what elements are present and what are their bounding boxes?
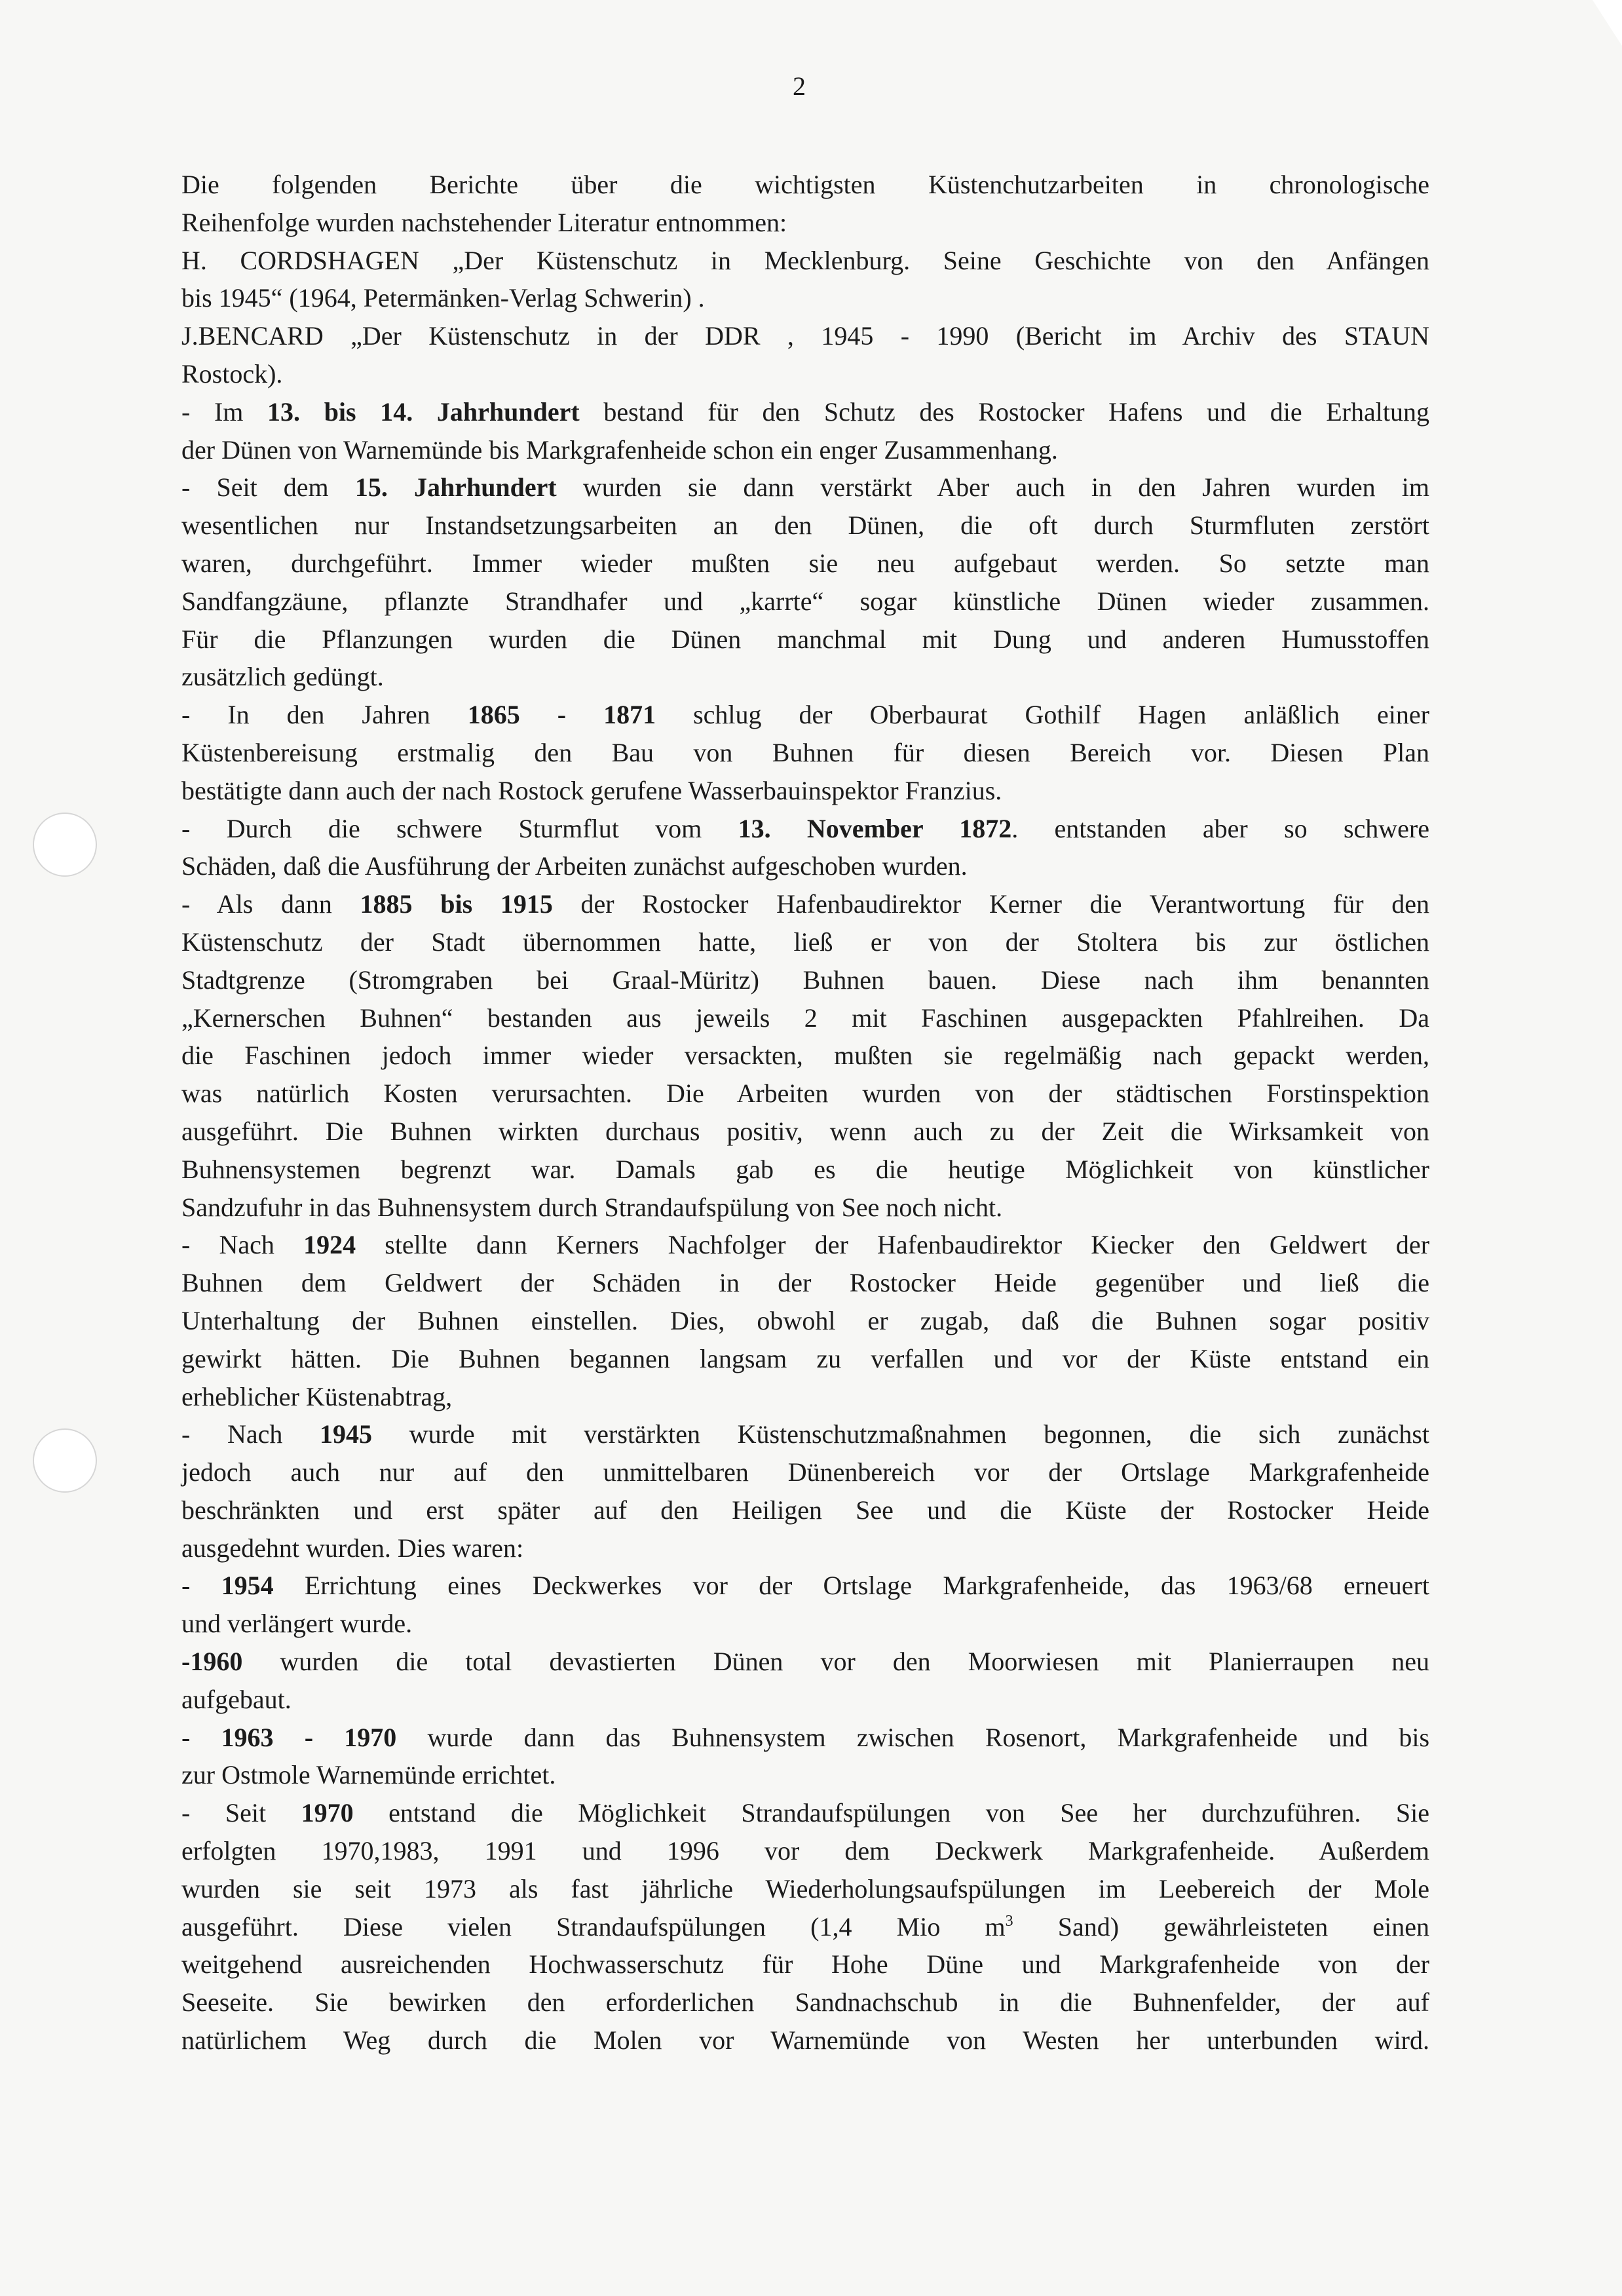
bold-text: -1960 bbox=[181, 1647, 243, 1677]
punch-hole-upper bbox=[33, 813, 97, 877]
text-line: wurden sie seit 1973 als fast jährliche Wiederholungsaufspülungen im Leebereich der Mole bbox=[181, 1873, 1429, 1904]
punch-hole-lower bbox=[33, 1428, 97, 1493]
text-line: aufgebaut. bbox=[181, 1684, 292, 1714]
text-segment: wurden die total devastierten Dünen vor den Moorwiesen mit Planierraupen neu bbox=[242, 1647, 1429, 1677]
document-body bbox=[181, 166, 1429, 2059]
text-line: was natürlich Kosten verursachten. Die Arbeiten wurden von der städtischen Forstinspektion bbox=[181, 1079, 1429, 1109]
bold-text: 1924 bbox=[303, 1230, 356, 1260]
text-line: Stadtgrenze (Stromgraben bei Graal-Müritz) Buhnen bauen. Diese nach ihm benannten bbox=[181, 965, 1429, 995]
text-line: „Kernerschen Buhnen“ bestanden aus jeweils 2 mit Faschinen ausgepackten Pfahlreihen. Da bbox=[181, 1003, 1429, 1033]
text-segment: - In den Jahren bbox=[181, 700, 468, 730]
text-line: Rostock). bbox=[181, 358, 283, 389]
bold-text: 1963 - 1970 bbox=[221, 1722, 397, 1752]
text-segment: stellte dann Kerners Nachfolger der Hafenbaudirektor Kiecker den Geldwert der bbox=[356, 1230, 1430, 1260]
page-number: 2 bbox=[793, 71, 806, 101]
text-line: weitgehend ausreichenden Hochwasserschutz für Hohe Düne und Markgrafenheide von der bbox=[181, 1949, 1429, 1980]
page-corner-fold bbox=[1593, 0, 1622, 46]
superscript: 3 bbox=[1005, 1912, 1013, 1930]
bold-text: 1885 bis 1915 bbox=[360, 889, 553, 919]
text-line bbox=[181, 810, 1429, 848]
text-line: waren, durchgeführt. Immer wieder mußten sie neu aufgebaut werden. So setzte man bbox=[181, 548, 1429, 578]
text-line bbox=[181, 1415, 1429, 1453]
bold-text: 15. Jahrhundert bbox=[354, 472, 557, 503]
text-line: und verlängert wurde. bbox=[181, 1609, 413, 1639]
text-segment: ausgeführt. Diese vielen Strandaufspülungen (1,4 Mio m bbox=[181, 1911, 1006, 1942]
text-line: Küstenschutz der Stadt übernommen hatte, ließ er von der Stoltera bis zur östlichen bbox=[181, 927, 1429, 957]
text-line bbox=[181, 1567, 1429, 1605]
bold-text: 1970 bbox=[301, 1798, 354, 1828]
text-line: zusätzlich gedüngt. bbox=[181, 662, 384, 692]
text-segment: wurden sie dann verstärkt Aber auch in den Jahren wurden im bbox=[556, 472, 1429, 503]
text-line bbox=[181, 885, 1429, 923]
text-line bbox=[181, 1226, 1429, 1264]
text-line: Reihenfolge wurden nachstehender Literatur entnommen: bbox=[181, 207, 787, 237]
text-line bbox=[181, 1643, 1429, 1681]
bold-text: 1954 bbox=[221, 1571, 274, 1601]
text-line: die Faschinen jedoch immer wieder versackten, mußten sie regelmäßig nach gepackt werden, bbox=[181, 1041, 1429, 1071]
text-line bbox=[181, 469, 1429, 507]
text-line bbox=[181, 1908, 1429, 1946]
text-line: erfolgten 1970,1983, 1991 und 1996 vor dem Deckwerk Markgrafenheide. Außerdem bbox=[181, 1836, 1429, 1866]
text-segment: bestand für den Schutz des Rostocker Hafens und die Erhaltung bbox=[579, 396, 1429, 427]
text-line: Buhnensystemen begrenzt war. Damals gab es die heutige Möglichkeit von künstlicher bbox=[181, 1154, 1429, 1184]
text-line: Buhnen dem Geldwert der Schäden in der Rostocker Heide gegenüber und ließ die bbox=[181, 1268, 1429, 1298]
bold-text: 1865 - 1871 bbox=[467, 700, 656, 730]
text-segment: Sand) gewährleisteten einen bbox=[1013, 1911, 1430, 1942]
text-line: H. CORDSHAGEN „Der Küstenschutz in Mecklenburg. Seine Geschichte von den Anfängen bbox=[181, 245, 1429, 275]
text-segment: wurde mit verstärkten Küstenschutzmaßnahmen begonnen, die sich zunächst bbox=[372, 1419, 1429, 1449]
text-line: Für die Pflanzungen wurden die Dünen manchmal mit Dung und anderen Humusstoffen bbox=[181, 624, 1429, 654]
text-line: natürlichem Weg durch die Molen vor Warnemünde von Westen her unterbunden wird. bbox=[181, 2025, 1429, 2056]
text-segment: - Seit bbox=[181, 1798, 301, 1828]
text-segment: Errichtung eines Deckwerkes vor der Ortslage Markgrafenheide, das 1963/68 erneuert bbox=[273, 1571, 1429, 1601]
text-segment: - bbox=[181, 1722, 221, 1752]
text-segment: . entstanden aber so schwere bbox=[1011, 813, 1429, 843]
text-segment: - Nach bbox=[181, 1230, 304, 1260]
text-line: ausgedehnt wurden. Dies waren: bbox=[181, 1533, 524, 1563]
text-segment: der Rostocker Hafenbaudirektor Kerner die Verantwortung für den bbox=[552, 889, 1429, 919]
text-segment: wurde dann das Buhnensystem zwischen Rosenort, Markgrafenheide und bis bbox=[396, 1722, 1430, 1752]
bold-text: 13. November 1872 bbox=[738, 813, 1012, 843]
text-line: bestätigte dann auch der nach Rostock gerufene Wasserbauinspektor Franzius. bbox=[181, 775, 1002, 805]
text-segment: entstand die Möglichkeit Strandaufspülungen von See her durchzuführen. Sie bbox=[353, 1798, 1429, 1828]
text-line: J.BENCARD „Der Küstenschutz in der DDR , 1945 - 1990 (Bericht im Archiv des STAUN bbox=[181, 321, 1429, 351]
text-line: beschränkten und erst später auf den Heiligen See und die Küste der Rostocker Heide bbox=[181, 1495, 1429, 1525]
text-segment: - Nach bbox=[181, 1419, 320, 1449]
text-line: jedoch auch nur auf den unmittelbaren Dünenbereich vor der Ortslage Markgrafenheide bbox=[181, 1457, 1429, 1487]
text-line bbox=[181, 696, 1429, 734]
text-line: wesentlichen nur Instandsetzungsarbeiten an den Dünen, die oft durch Sturmfluten zerstört bbox=[181, 510, 1429, 541]
text-line: Schäden, daß die Ausführung der Arbeiten zunächst aufgeschoben wurden. bbox=[181, 851, 968, 881]
text-line: gewirkt hätten. Die Buhnen begannen langsam zu verfallen und vor der Küste entstand ein bbox=[181, 1343, 1429, 1373]
text-line: erheblicher Küstenabtrag, bbox=[181, 1381, 453, 1411]
text-line: zur Ostmole Warnemünde errichtet. bbox=[181, 1760, 556, 1790]
text-line: Sandfangzäune, pflanzte Strandhafer und „karrte“ sogar künstliche Dünen wieder zusammen. bbox=[181, 586, 1429, 616]
text-segment: schlug der Oberbaurat Gothilf Hagen anläßlich einer bbox=[656, 700, 1429, 730]
text-line: ausgeführt. Die Buhnen wirkten durchaus positiv, wenn auch zu der Zeit die Wirksamkeit von bbox=[181, 1116, 1429, 1146]
text-line: Sandzufuhr in das Buhnensystem durch Strandaufspülung von See noch nicht. bbox=[181, 1192, 1003, 1222]
text-line bbox=[181, 393, 1429, 431]
text-segment: - bbox=[181, 1571, 221, 1601]
text-line: Seeseite. Sie bewirken den erforderlichen Sandnachschub in die Buhnenfelder, der auf bbox=[181, 1987, 1429, 2018]
text-line: der Dünen von Warnemünde bis Markgrafenheide schon ein enger Zusammenhang. bbox=[181, 434, 1058, 465]
text-segment: - Seit dem bbox=[181, 472, 355, 503]
bold-text: 1945 bbox=[320, 1419, 373, 1449]
text-segment: - Durch die schwere Sturmflut vom bbox=[181, 813, 738, 843]
text-line: Die folgenden Berichte über die wichtigsten Küstenchutzarbeiten in chronologische bbox=[181, 170, 1429, 199]
text-line: bis 1945“ (1964, Petermänken-Verlag Schwerin) . bbox=[181, 283, 705, 313]
text-line: Unterhaltung der Buhnen einstellen. Dies, obwohl er zugab, daß die Buhnen sogar positiv bbox=[181, 1305, 1429, 1335]
text-segment: - Im bbox=[181, 396, 268, 427]
text-segment: - Als dann bbox=[181, 889, 360, 919]
bold-text: 13. bis 14. Jahrhundert bbox=[267, 396, 580, 427]
text-line bbox=[181, 1794, 1429, 1832]
text-line bbox=[181, 1719, 1429, 1757]
text-line: Küstenbereisung erstmalig den Bau von Buhnen für diesen Bereich vor. Diesen Plan bbox=[181, 737, 1429, 767]
